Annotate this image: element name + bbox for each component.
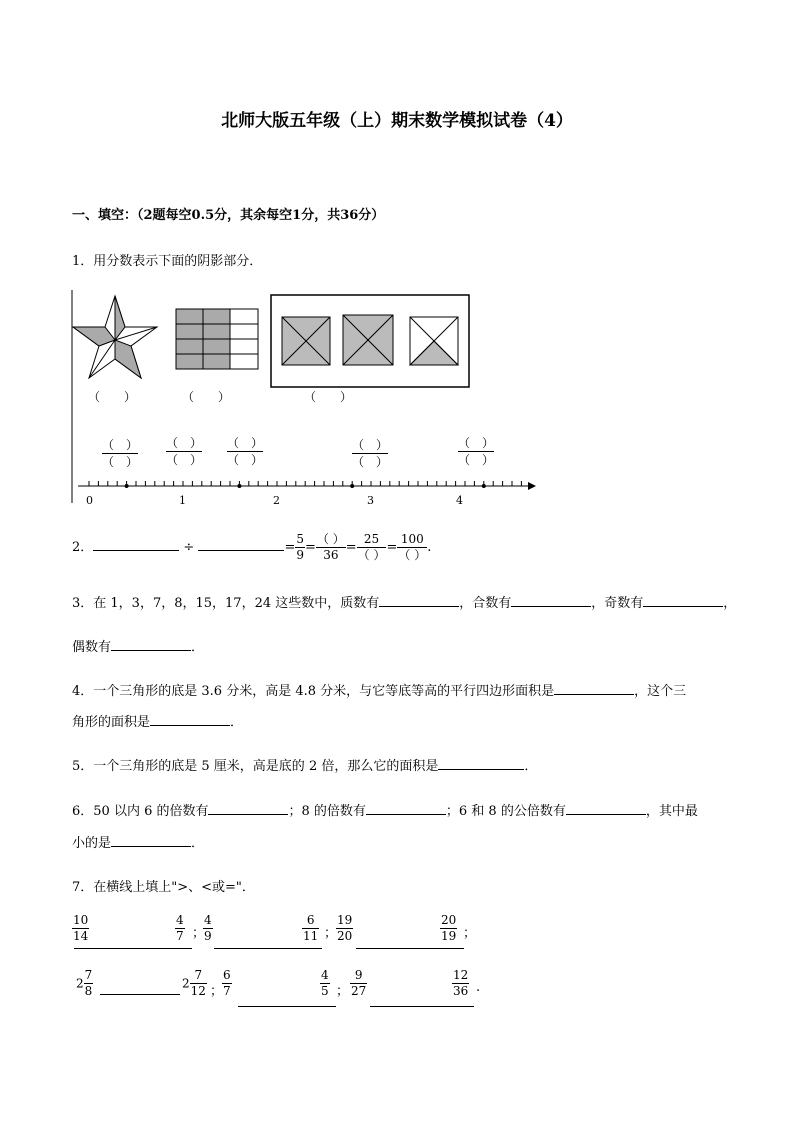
question-2: 2． ÷ = $\frac{5}{9}$ = $\frac{( )}{36}$ = $\frac{25}{( )}$ = $\frac{100}{( )}$ .	[72, 532, 432, 562]
number-line-point	[482, 484, 486, 488]
q3-blank-composite[interactable]	[511, 594, 591, 607]
q7-row1-frac-4: $\frac{6}{11}$	[303, 913, 319, 943]
q7-row2-blank-3[interactable]	[370, 1006, 474, 1007]
question-4-cont: 角形的面积是 ．	[72, 715, 244, 730]
star-figure	[73, 296, 157, 378]
q7-row2-frac-6: $\frac{12}{36}$	[453, 968, 469, 998]
numberline-label-1: 1	[179, 494, 186, 507]
q7-row2-mixed-2: 2 $\frac{7}{12}$	[182, 968, 206, 998]
question-5: 5．一个三角形的底是 5 厘米，高是底的 2 倍，那么它的面积是 ．	[72, 759, 538, 774]
page-title: 北师大版五年级（上）期末数学模拟试卷（4）	[221, 111, 573, 131]
numberline-fraction-5: （ ） （ ）	[458, 436, 495, 467]
q6-blank-common[interactable]	[566, 802, 646, 815]
numberline-fraction-4: （ ） （ ）	[352, 438, 389, 469]
q1-answer-squares: （ ）	[304, 390, 353, 404]
numberline-label-4: 4	[456, 494, 463, 507]
q7-row1-frac-1: $\frac{10}{14}$	[73, 913, 89, 943]
q7-row2-frac-5: $\frac{9}{27}$	[351, 968, 367, 998]
q7-row2-frac-3: $\frac{6}{7}$	[223, 968, 231, 998]
q7-row2-blank-1[interactable]	[100, 994, 180, 995]
q7-row1-frac-5: $\frac{19}{20}$	[337, 913, 353, 943]
question-6-cont: 小的是 ．	[72, 836, 205, 851]
question-7: 7．在横线上填上">、<或="．	[72, 880, 255, 895]
number-line-point	[125, 484, 129, 488]
q7-row1-blank-3[interactable]	[356, 948, 464, 949]
q7-row2-frac-4: $\frac{4}{5}$	[321, 968, 329, 998]
q6-blank-8-multiples[interactable]	[366, 802, 446, 815]
grid-figure	[176, 309, 258, 369]
q1-answer-grid: （ ）	[182, 390, 231, 404]
numberline-label-0: 0	[86, 494, 93, 507]
q7-row1-blank-2[interactable]	[214, 948, 322, 949]
q7-row1-blank-1[interactable]	[74, 948, 192, 949]
number-line-point	[350, 484, 354, 488]
q6-blank-6-multiples[interactable]	[208, 802, 288, 815]
number-line	[78, 481, 536, 490]
q5-blank-area[interactable]	[438, 757, 524, 770]
q7-row2-blank-2[interactable]	[238, 1006, 336, 1007]
q2-blank-2[interactable]	[198, 538, 284, 551]
squares-figure	[271, 295, 469, 387]
q3-blank-odd[interactable]	[643, 594, 723, 607]
number-line-arrow	[528, 482, 536, 490]
number-line-point	[237, 484, 241, 488]
q2-blank-1[interactable]	[93, 538, 179, 551]
q1-answer-star: （ ）	[88, 390, 137, 404]
numberline-fraction-2: （ ） （ ）	[166, 436, 203, 467]
star-shaded-3	[115, 340, 141, 378]
q2-fraction-1: $\frac{5}{9}$	[296, 532, 305, 562]
question-4: 4．一个三角形的底是 3.6 分米，高是 4.8 分米，与它等底等高的平行四边形面积是 ，这个三	[72, 684, 687, 699]
numberline-label-2: 2	[273, 494, 280, 507]
q2-fraction-2: $\frac{( )}{36}$	[316, 532, 345, 562]
q7-row1-frac-2: $\frac{4}{7}$	[176, 913, 184, 943]
q4-blank-triangle[interactable]	[150, 713, 230, 726]
question-1: 1．用分数表示下面的阴影部分．	[72, 254, 263, 269]
q2-fraction-4: $\frac{100}{( )}$	[398, 532, 427, 562]
q3-blank-prime[interactable]	[379, 594, 459, 607]
q7-row1-frac-3: $\frac{4}{9}$	[204, 913, 212, 943]
q4-blank-parallelogram[interactable]	[554, 682, 634, 695]
question-6: 6．50 以内 6 的倍数有 ；8 的倍数有 ；6 和 8 的公倍数有 ，其中最	[72, 804, 698, 819]
q7-row1-frac-6: $\frac{20}{19}$	[441, 913, 457, 943]
numberline-fraction-3: （ ） （ ）	[227, 436, 264, 467]
q6-blank-least[interactable]	[111, 834, 191, 847]
question-3: 3．在 1，3，7，8，15，17，24 这些数中，质数有 ，合数有 ，奇数有 ，	[72, 596, 737, 611]
numberline-label-3: 3	[367, 494, 374, 507]
q2-fraction-3: $\frac{25}{( )}$	[357, 532, 386, 562]
section-heading-fill-in: 一、填空：（2题每空0.5分，其余每空1分，共36分）	[72, 208, 385, 223]
numberline-fraction-1: （ ） （ ）	[102, 438, 139, 469]
q7-row2-mixed-1: 2 $\frac{7}{8}$	[76, 968, 93, 998]
q3-blank-even[interactable]	[111, 638, 191, 651]
question-3-cont: 偶数有 ．	[72, 640, 205, 655]
